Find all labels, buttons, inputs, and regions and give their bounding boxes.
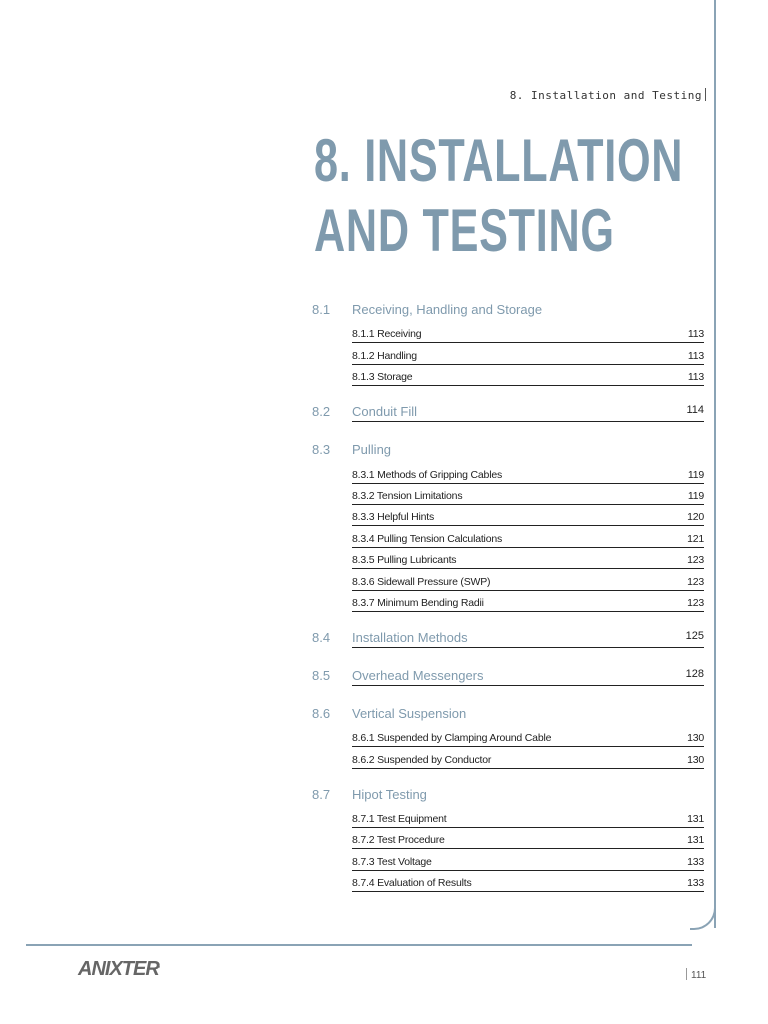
toc-section-8-5 — [312, 668, 704, 688]
toc-section-number: 8.2 — [312, 404, 331, 420]
toc-entry-label: 8.6.2 Suspended by Conductor — [352, 753, 492, 766]
toc-entry[interactable] — [352, 747, 704, 768]
toc-entry-page: 113 — [687, 328, 704, 341]
logo-text: ANIXTER — [78, 958, 159, 980]
toc-section-heading[interactable] — [312, 630, 704, 650]
toc-entry[interactable] — [352, 548, 704, 569]
toc-entry-page: 113 — [687, 371, 704, 384]
toc-section-heading[interactable] — [312, 442, 704, 462]
toc-section-title-row — [352, 442, 704, 457]
toc-entry-label: 8.1.1 Receiving — [352, 328, 422, 341]
toc-section-page: 128 — [685, 667, 704, 680]
toc-entry[interactable] — [352, 343, 704, 364]
toc-section-title: Vertical Suspension — [352, 705, 467, 721]
toc-entry-label: 8.1.3 Storage — [352, 371, 413, 384]
toc-section-number: 8.7 — [312, 786, 331, 802]
page-number-text: 111 — [691, 970, 707, 981]
chapter-title-line-1: 8. INSTALLATION — [314, 127, 684, 194]
toc-entry-label: 8.3.7 Minimum Bending Radii — [352, 596, 484, 609]
toc-entry[interactable] — [352, 569, 704, 590]
toc-section-number: 8.6 — [312, 705, 331, 721]
toc-section-number: 8.1 — [312, 302, 331, 317]
toc-entries — [352, 322, 704, 386]
toc-section-title-row — [352, 630, 704, 648]
toc-section-title: Receiving, Handling and Storage — [352, 302, 543, 317]
toc-entry[interactable] — [352, 726, 704, 747]
toc-entry-page: 123 — [687, 596, 704, 609]
toc-entry-page: 123 — [687, 575, 704, 588]
toc-section-8-7 — [312, 787, 704, 893]
toc-entry-page: 119 — [687, 489, 704, 502]
toc-entry[interactable] — [352, 849, 704, 870]
toc-section-title: Conduit Fill — [352, 404, 418, 420]
toc-section-title-row — [352, 706, 704, 721]
toc-entry-page: 130 — [687, 753, 704, 766]
toc-entry-page: 119 — [687, 468, 704, 481]
toc-entry-page: 133 — [687, 855, 704, 868]
toc-section-title-row — [352, 668, 704, 686]
running-head — [510, 88, 706, 102]
chapter-title — [314, 126, 717, 266]
toc-section-heading[interactable] — [312, 302, 704, 322]
toc-section-title: Pulling — [352, 442, 392, 458]
toc-entry-page: 131 — [687, 813, 704, 826]
toc-entry-label: 8.7.1 Test Equipment — [352, 813, 447, 826]
toc-section-title: Hipot Testing — [352, 786, 427, 802]
toc-section-heading[interactable] — [312, 404, 704, 424]
toc-entries — [352, 462, 704, 612]
toc-section-8-4 — [312, 630, 704, 650]
toc-entry[interactable] — [352, 807, 704, 828]
running-head-text: 8. Installation and Testing — [509, 89, 702, 102]
toc-entry[interactable] — [352, 505, 704, 526]
toc-entry-page: 131 — [687, 834, 704, 847]
page-number — [686, 968, 706, 981]
toc-entry-label: 8.1.2 Handling — [352, 349, 417, 362]
toc-section-heading[interactable] — [312, 787, 704, 807]
toc-entry-label: 8.3.1 Methods of Gripping Cables — [352, 468, 503, 481]
toc-section-title: Installation Methods — [352, 629, 468, 645]
running-head-divider — [705, 88, 706, 101]
toc-section-title: Overhead Messengers — [352, 667, 484, 683]
anixter-logo — [78, 958, 159, 981]
toc-section-page: 125 — [685, 629, 704, 642]
toc-entry-label: 8.3.5 Pulling Lubricants — [352, 554, 457, 567]
toc-entry-page: 130 — [687, 732, 704, 745]
page-frame-bottom — [26, 944, 692, 946]
toc-section-8-3 — [312, 442, 704, 612]
toc-entry-label: 8.6.1 Suspended by Clamping Around Cable — [352, 732, 552, 745]
toc-section-8-6 — [312, 706, 704, 769]
page-number-divider — [686, 968, 687, 980]
toc-entry-label: 8.3.4 Pulling Tension Calculations — [352, 532, 503, 545]
toc-entry[interactable] — [352, 484, 704, 505]
toc-section-8-2 — [312, 404, 704, 424]
toc-entry[interactable] — [352, 322, 704, 343]
toc-entry-label: 8.3.2 Tension Limitations — [352, 489, 463, 502]
toc-entry-page: 113 — [687, 349, 704, 362]
toc-entry[interactable] — [352, 591, 704, 612]
toc-section-8-1 — [312, 302, 704, 386]
toc-entry-page: 133 — [687, 877, 704, 890]
toc-entry-label: 8.7.4 Evaluation of Results — [352, 877, 472, 890]
logo-mark: . — [158, 963, 160, 970]
toc-section-number: 8.3 — [312, 442, 331, 458]
toc-entry-label: 8.7.2 Test Procedure — [352, 834, 445, 847]
toc-entry[interactable] — [352, 365, 704, 386]
toc-section-page: 114 — [686, 404, 704, 417]
toc-entry-label: 8.3.6 Sidewall Pressure (SWP) — [352, 575, 491, 588]
toc-entries — [352, 726, 704, 769]
toc-section-title-row — [352, 404, 704, 422]
toc-entry-page: 123 — [687, 554, 704, 567]
toc-entry-page: 120 — [687, 511, 704, 524]
table-of-contents — [312, 302, 704, 910]
toc-section-heading[interactable] — [312, 668, 704, 688]
toc-section-title-row — [352, 302, 704, 317]
toc-entry[interactable] — [352, 462, 704, 483]
toc-section-title-row — [352, 787, 704, 802]
toc-section-number: 8.4 — [312, 629, 331, 645]
toc-entry[interactable] — [352, 526, 704, 547]
toc-entry[interactable] — [352, 828, 704, 849]
chapter-title-line-2: AND TESTING — [314, 197, 615, 264]
toc-entries — [352, 807, 704, 893]
toc-entry[interactable] — [352, 871, 704, 892]
toc-section-heading[interactable] — [312, 706, 704, 726]
toc-entry-label: 8.7.3 Test Voltage — [352, 855, 432, 868]
toc-entry-page: 121 — [687, 532, 704, 545]
toc-section-number: 8.5 — [312, 667, 331, 683]
toc-entry-label: 8.3.3 Helpful Hints — [352, 511, 434, 524]
